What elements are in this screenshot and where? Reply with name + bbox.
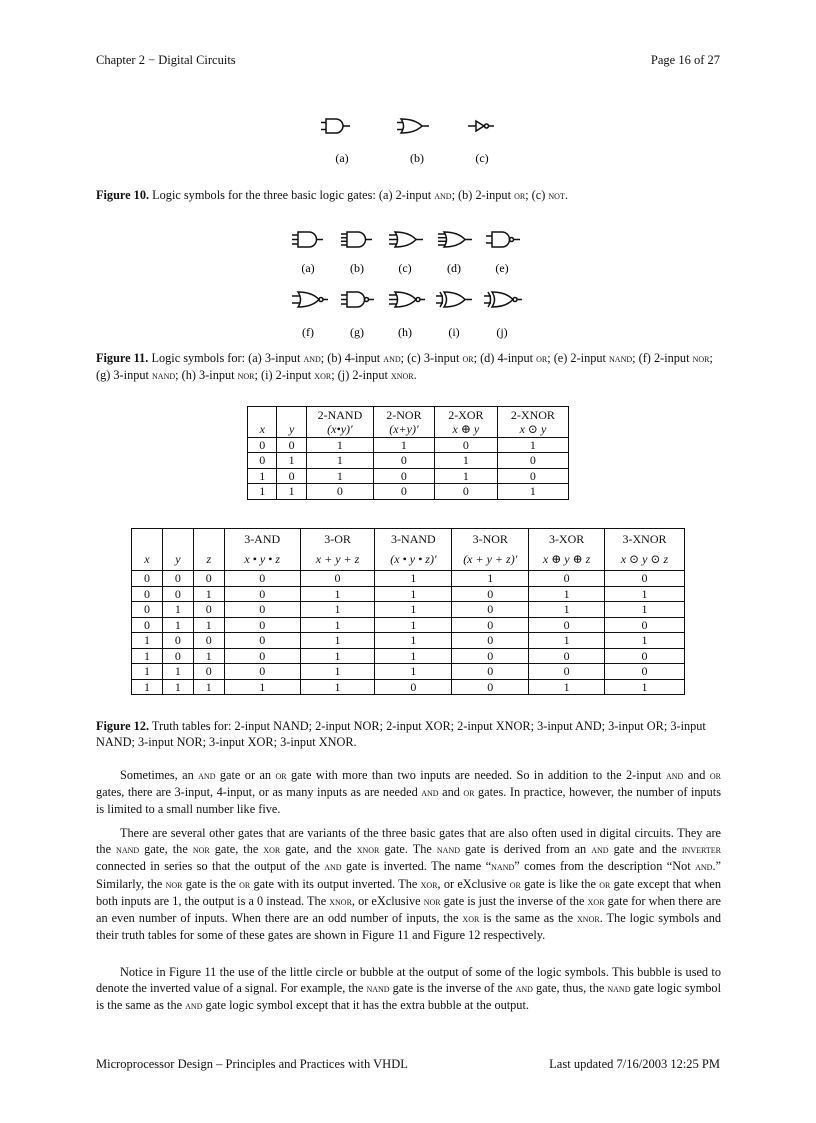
table-cell: 1 — [248, 484, 277, 500]
table-cell: 0 — [193, 571, 224, 587]
table-cell: 0 — [373, 484, 434, 500]
nand3-gate-icon — [341, 292, 374, 307]
figure-11-symbols — [286, 225, 536, 343]
fig10-label-a: (a) — [335, 151, 349, 165]
table-cell: 1 — [193, 586, 224, 602]
header-3-xnor: 3-XNOR — [605, 529, 685, 549]
table-row — [132, 664, 685, 680]
table-cell: 0 — [452, 586, 529, 602]
header-x: x — [132, 548, 163, 571]
expr-3-nor: (x + y + z)′ — [452, 548, 529, 571]
table-cell: 0 — [132, 586, 163, 602]
table-cell: 0 — [306, 484, 373, 500]
table-cell: 1 — [452, 571, 529, 587]
table-cell: 0 — [224, 664, 300, 680]
table-cell: 1 — [605, 602, 685, 618]
table-cell: 0 — [497, 468, 568, 484]
table-cell: 0 — [605, 617, 685, 633]
page-footer-right: Last updated 7/16/2003 12:25 PM — [549, 1057, 720, 1071]
header-3-nor: 3-NOR — [452, 529, 529, 549]
table-cell: 1 — [162, 617, 193, 633]
figure-10-symbols — [320, 112, 500, 170]
header-2-xnor: 2-XNOR — [497, 407, 568, 423]
header-3-and: 3-AND — [224, 529, 300, 549]
xnor2-gate-icon — [484, 292, 522, 307]
table-cell: 1 — [224, 679, 300, 695]
table-cell: 1 — [162, 602, 193, 618]
table-cell: 1 — [529, 602, 605, 618]
table-cell: 1 — [497, 437, 568, 453]
nand2-gate-icon — [486, 232, 520, 247]
table-cell: 1 — [162, 679, 193, 695]
table-row — [248, 468, 569, 484]
table-cell: 1 — [300, 679, 375, 695]
table-cell: 0 — [277, 468, 306, 484]
table-cell: 0 — [248, 453, 277, 469]
table-cell: 1 — [193, 648, 224, 664]
fig11-label-a: (a) — [301, 261, 315, 275]
header-z: z — [193, 548, 224, 571]
or3-gate-icon — [389, 232, 423, 247]
table-cell: 1 — [277, 453, 306, 469]
table-cell: 0 — [132, 602, 163, 618]
header-2-nor: 2-NOR — [373, 407, 434, 423]
table-cell: 1 — [306, 453, 373, 469]
table-cell: 0 — [605, 664, 685, 680]
table-cell: 0 — [373, 453, 434, 469]
fig11-label-c: (c) — [398, 261, 412, 275]
fig11-label-d: (d) — [447, 261, 461, 275]
table-row — [132, 648, 685, 664]
table-cell: 0 — [224, 633, 300, 649]
and-gate-icon — [321, 119, 350, 133]
page-header-left: Chapter 2 − Digital Circuits — [96, 53, 236, 67]
paragraph-1: Sometimes, an and gate or an or gate with more than two inputs are needed. So in addition to the 2-input and and or gates, there are 3-input, 4-input, or as many inputs as are needed and and or gates. In practice, however, the number of inputs is limited to a small number like five. — [96, 768, 722, 817]
table-row — [132, 586, 685, 602]
table-row — [132, 602, 685, 618]
table-cell: 0 — [224, 571, 300, 587]
nor3-gate-icon — [389, 292, 425, 307]
table-cell: 1 — [306, 468, 373, 484]
expr-2-xor: x ⊕ y — [434, 422, 497, 437]
xor2-gate-icon — [436, 292, 472, 307]
table-cell: 0 — [132, 571, 163, 587]
table-cell: 0 — [248, 437, 277, 453]
and4-gate-icon — [341, 232, 372, 247]
table-cell: 0 — [452, 679, 529, 695]
expr-3-and: x • y • z — [224, 548, 300, 571]
table-cell: 1 — [300, 648, 375, 664]
table-cell: 1 — [375, 664, 452, 680]
table-cell: 1 — [132, 664, 163, 680]
expr-3-xor: x ⊕ y ⊕ z — [529, 548, 605, 571]
table-cell: 1 — [373, 437, 434, 453]
table-cell: 1 — [132, 648, 163, 664]
header-y: y — [162, 548, 193, 571]
table-cell: 0 — [224, 648, 300, 664]
table-cell: 0 — [434, 484, 497, 500]
table-row — [248, 453, 569, 469]
table-cell: 1 — [529, 586, 605, 602]
table-cell: 1 — [375, 633, 452, 649]
truth-table-3-input — [131, 528, 685, 695]
table-cell: 0 — [529, 617, 605, 633]
fig10-label-b: (b) — [410, 151, 424, 165]
table-cell: 0 — [277, 437, 306, 453]
table-cell: 1 — [277, 484, 306, 500]
table-cell: 1 — [132, 679, 163, 695]
expr-2-xnor: x ⊙ y — [497, 422, 568, 437]
header-3-or: 3-OR — [300, 529, 375, 549]
table-cell: 0 — [193, 633, 224, 649]
figure-12-caption: Figure 12. Truth tables for: 2-input NAND; 2-input NOR; 2-input XOR; 2-input XNOR; 3-input AND; 3-input OR; 3-input NAND; 3-input NOR; 3-input XOR; 3-input XNOR. — [96, 719, 706, 749]
table-cell: 0 — [605, 648, 685, 664]
table-cell: 0 — [300, 571, 375, 587]
fig11-label-g: (g) — [350, 325, 364, 339]
expr-2-nor: (x+y)′ — [373, 422, 434, 437]
or-gate-icon — [397, 119, 429, 133]
table-cell: 1 — [529, 633, 605, 649]
nor2-gate-icon — [292, 292, 328, 307]
table-cell: 1 — [300, 602, 375, 618]
table-cell: 0 — [224, 602, 300, 618]
expr-3-or: x + y + z — [300, 548, 375, 571]
table-row — [132, 617, 685, 633]
table-cell: 1 — [434, 453, 497, 469]
table-cell: 1 — [375, 602, 452, 618]
table-cell: 0 — [529, 664, 605, 680]
paragraph-2: There are several other gates that are variants of the three basic gates that are also often used in digital circuits. They are the nand gate, the nor gate, the xor gate, and the xnor gate. The nand gate is derived from an and gate and the inverter connected in series so that the output of the and gate is inverted. The name “nand” comes from the description “Not and.” Similarly, the nor gate is the or gate with its output inverted. The xor, or eXclusive or gate is like the or gate except that when both inputs are 1, the output is a 0 instead. The xnor, or eXclusive nor gate is just the inverse of the xor gate for when there are an even number of inputs. When there are an odd number of inputs, the xor is the same as the xnor. The logic symbols and their truth tables for some of these gates are shown in Figure 11 and Figure 12 respectively. — [96, 826, 721, 943]
table-cell: 0 — [193, 664, 224, 680]
table-cell: 0 — [224, 617, 300, 633]
fig11-label-i: (i) — [448, 325, 460, 339]
table-row — [248, 484, 569, 500]
table-cell: 1 — [605, 679, 685, 695]
table-cell: 0 — [375, 679, 452, 695]
and3-gate-icon — [292, 232, 323, 247]
table-cell: 1 — [605, 633, 685, 649]
table-cell: 0 — [162, 648, 193, 664]
fig11-label-b: (b) — [350, 261, 364, 275]
table-cell: 0 — [529, 648, 605, 664]
header-2-nand: 2-NAND — [306, 407, 373, 423]
fig10-label-c: (c) — [475, 151, 489, 165]
fig11-label-f: (f) — [302, 325, 314, 339]
figure-11-caption: Figure 11. Logic symbols for: (a) 3-input and; (b) 4-input and; (c) 3-input or; (d) 4-input or; (e) 2-input nand; (f) 2-input nor; (g) 3-input nand; (h) 3-input nor; (i) 2-input xor; (j) 2-input xnor. — [96, 351, 713, 382]
not-gate-icon — [468, 121, 494, 131]
fig11-label-e: (e) — [495, 261, 509, 275]
table-cell: 0 — [452, 664, 529, 680]
table-cell: 1 — [300, 633, 375, 649]
table-cell: 1 — [306, 437, 373, 453]
page-footer-left: Microprocessor Design – Principles and Practices with VHDL — [96, 1057, 408, 1071]
table-cell: 1 — [434, 468, 497, 484]
table-cell: 1 — [300, 664, 375, 680]
table-cell: 1 — [375, 648, 452, 664]
table-cell: 0 — [373, 468, 434, 484]
expr-3-nand: (x • y • z)′ — [375, 548, 452, 571]
table-row — [132, 633, 685, 649]
header-2-xor: 2-XOR — [434, 407, 497, 423]
table-cell: 0 — [452, 602, 529, 618]
table-cell: 0 — [497, 453, 568, 469]
table-cell: 1 — [300, 586, 375, 602]
table-cell: 0 — [193, 602, 224, 618]
table-cell: 1 — [132, 633, 163, 649]
table-cell: 1 — [529, 679, 605, 695]
or4-gate-icon — [438, 232, 472, 247]
table-row — [132, 679, 685, 695]
page-header-right: Page 16 of 27 — [650, 53, 720, 67]
table-cell: 1 — [193, 679, 224, 695]
table-cell: 0 — [162, 571, 193, 587]
header-x: x — [248, 422, 277, 437]
table-cell: 0 — [162, 586, 193, 602]
expr-2-nand: (x•y)′ — [306, 422, 373, 437]
table-row — [132, 571, 685, 587]
paragraph-3: Notice in Figure 11 the use of the little circle or bubble at the output of some of the logic symbols. This bubble is used to denote the inverted value of a signal. For example, the nand gate is the inverse of the and gate, thus, the nand gate logic symbol is the same as the and gate logic symbol except that it has the extra bubble at the output. — [96, 965, 721, 1013]
truth-table-2-input — [247, 406, 569, 500]
table-cell: 0 — [132, 617, 163, 633]
table-cell: 0 — [162, 633, 193, 649]
fig11-label-h: (h) — [398, 325, 412, 339]
table-cell: 1 — [162, 664, 193, 680]
table-cell: 1 — [375, 571, 452, 587]
fig11-label-j: (j) — [496, 325, 508, 339]
table-cell: 0 — [452, 633, 529, 649]
table-row — [248, 437, 569, 453]
header-3-nand: 3-NAND — [375, 529, 452, 549]
table-cell: 1 — [375, 617, 452, 633]
table-cell: 0 — [529, 571, 605, 587]
table-cell: 0 — [605, 571, 685, 587]
table-cell: 1 — [375, 586, 452, 602]
table-cell: 1 — [193, 617, 224, 633]
table-cell: 1 — [300, 617, 375, 633]
table-cell: 0 — [224, 586, 300, 602]
figure-10-caption: Figure 10. Logic symbols for the three basic logic gates: (a) 2-input and; (b) 2-input or; (c) not. — [96, 188, 568, 202]
header-y: y — [277, 422, 306, 437]
table-cell: 0 — [434, 437, 497, 453]
expr-3-xnor: x ⊙ y ⊙ z — [605, 548, 685, 571]
table-cell: 0 — [452, 648, 529, 664]
table-cell: 1 — [248, 468, 277, 484]
table-cell: 1 — [497, 484, 568, 500]
header-3-xor: 3-XOR — [529, 529, 605, 549]
table-cell: 1 — [605, 586, 685, 602]
table-cell: 0 — [452, 617, 529, 633]
